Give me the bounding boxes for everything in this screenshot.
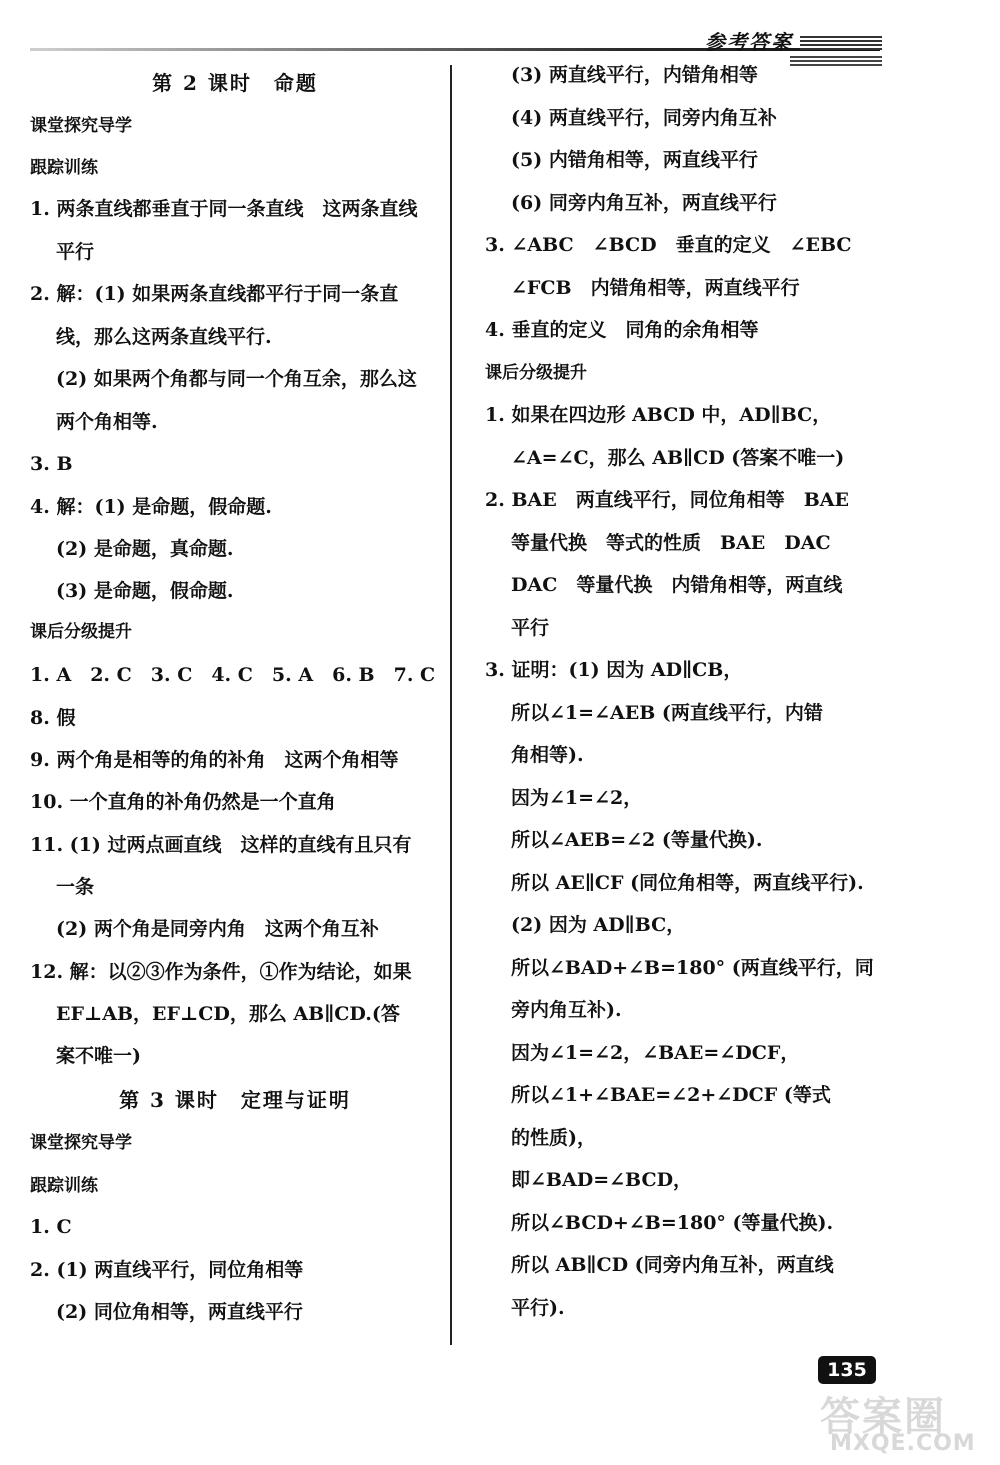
answer-line: 12. 解：以②③作为条件，①作为结论，如果	[30, 961, 412, 983]
answer-line: 3. 证明：(1) 因为 AD∥CB，	[485, 659, 743, 681]
header-decoration-lower	[790, 56, 882, 66]
section-heading: 课堂探究导学	[30, 116, 132, 136]
watermark-logo	[820, 1385, 990, 1460]
column-divider	[450, 65, 452, 1345]
section-title: 第 2 课时 命题	[152, 71, 318, 95]
answer-line: (3) 是命题，假命题.	[56, 580, 234, 602]
answer-line: 所以 AE∥CF (同位角相等，两直线平行).	[511, 872, 864, 894]
answer-line: (5) 内错角相等，两直线平行	[511, 149, 758, 171]
answer-line: 1. A 2. C 3. C 4. C 5. A 6. B 7. C	[30, 664, 436, 686]
answer-line: 4. 解：(1) 是命题，假命题.	[30, 496, 272, 518]
answer-line: 所以 AB∥CD (同旁内角互补，两直线	[511, 1254, 834, 1276]
answer-line: 9. 两个角是相等的角的补角 这两个角相等	[30, 749, 399, 771]
answer-line: 两个角相等.	[56, 411, 158, 433]
answer-line: 因为∠1=∠2，	[511, 787, 643, 809]
answer-line: (2) 如果两个角都与同一个角互余，那么这	[56, 368, 417, 390]
answer-line: 旁内角互补).	[511, 999, 622, 1021]
answer-line: 案不唯一)	[56, 1045, 141, 1067]
answer-line: 一条	[56, 876, 95, 898]
watermark-site: MXQE.COM	[830, 1431, 976, 1456]
answer-line: 平行	[511, 617, 550, 639]
header-title: 参考答案	[705, 30, 793, 54]
section-heading: 课堂探究导学	[30, 1133, 132, 1153]
answer-line: 2. 解：(1) 如果两条直线都平行于同一条直	[30, 283, 399, 305]
answer-line: 10. 一个直角的补角仍然是一个直角	[30, 791, 336, 813]
answer-line: 1. C	[30, 1216, 72, 1238]
answer-line: 1. 两条直线都垂直于同一条直线 这两条直线	[30, 198, 418, 220]
answer-line: (2) 两个角是同旁内角 这两个角互补	[56, 918, 379, 940]
answer-line: 所以∠1=∠AEB (两直线平行，内错	[511, 702, 823, 724]
section-heading: 跟踪训练	[30, 158, 98, 178]
header-decoration	[800, 36, 882, 50]
answer-line: 2. (1) 两直线平行，同位角相等	[30, 1259, 304, 1281]
answer-line: 因为∠1=∠2，∠BAE=∠DCF，	[511, 1042, 800, 1064]
answer-line: (2) 因为 AD∥BC，	[511, 914, 686, 936]
answer-line: 即∠BAD=∠BCD，	[511, 1169, 693, 1191]
answer-line: 的性质)，	[511, 1127, 596, 1149]
answer-line: 线，那么这两条直线平行.	[56, 326, 272, 348]
answer-line: (2) 是命题，真命题.	[56, 538, 234, 560]
answer-line: (6) 同旁内角互补，两直线平行	[511, 192, 777, 214]
answer-line: 所以∠AEB=∠2 (等量代换).	[511, 829, 763, 851]
answer-line: ∠A=∠C，那么 AB∥CD (答案不唯一)	[511, 447, 845, 469]
answer-line: 2. BAE 两直线平行，同位角相等 BAE	[485, 489, 850, 511]
answer-line: 所以∠BAD+∠B=180° (两直线平行，同	[511, 957, 874, 979]
answer-line: DAC 等量代换 内错角相等，两直线	[511, 574, 843, 596]
answer-line: ∠FCB 内错角相等，两直线平行	[511, 277, 800, 299]
answer-line: 11. (1) 过两点画直线 这样的直线有且只有	[30, 834, 412, 856]
answer-line: 1. 如果在四边形 ABCD 中，AD∥BC，	[485, 404, 832, 426]
answer-line: 平行).	[511, 1297, 565, 1319]
section-title: 第 3 课时 定理与证明	[119, 1088, 351, 1112]
answer-line: 角相等).	[511, 744, 584, 766]
answer-line: 等量代换 等式的性质 BAE DAC	[511, 532, 831, 554]
answer-line: 所以∠BCD+∠B=180° (等量代换).	[511, 1212, 834, 1234]
answer-line: 4. 垂直的定义 同角的余角相等	[485, 319, 759, 341]
watermark-main: 答案圈	[820, 1394, 946, 1440]
section-heading: 课后分级提升	[485, 363, 587, 383]
answer-line: EF⊥AB，EF⊥CD，那么 AB∥CD.(答	[56, 1003, 400, 1025]
answer-line: (3) 两直线平行，内错角相等	[511, 64, 758, 86]
page-number: 135	[818, 1356, 876, 1384]
section-heading: 跟踪训练	[30, 1176, 98, 1196]
answer-line: 所以∠1+∠BAE=∠2+∠DCF (等式	[511, 1084, 831, 1106]
answer-line: (4) 两直线平行，同旁内角互补	[511, 107, 777, 129]
answer-line: (2) 同位角相等，两直线平行	[56, 1301, 303, 1323]
answer-line: 3. ∠ABC ∠BCD 垂直的定义 ∠EBC	[485, 234, 852, 256]
answer-line: 平行	[56, 241, 95, 263]
section-heading: 课后分级提升	[30, 622, 132, 642]
answer-line: 3. B	[30, 453, 73, 475]
answer-line: 8. 假	[30, 707, 76, 729]
